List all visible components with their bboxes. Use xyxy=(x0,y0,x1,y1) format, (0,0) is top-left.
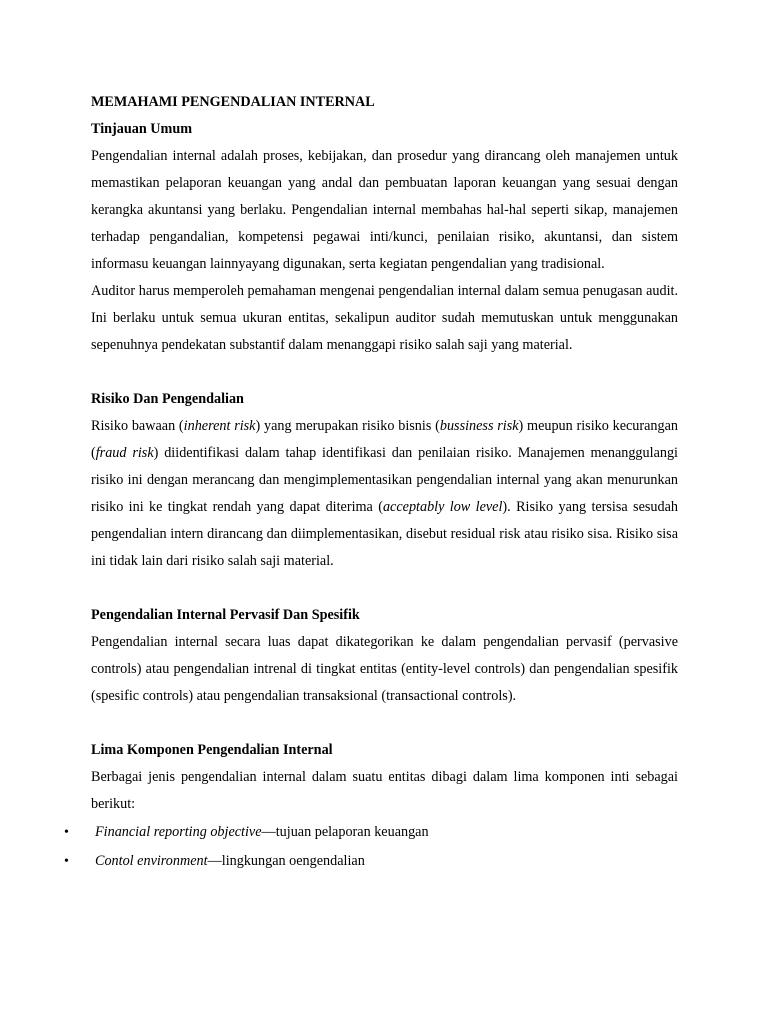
text-run: ). Risiko yang tersisa sesudah pengendalian intern dirancang dan diimplementasikan, disebut residual risk atau risiko sisa. Risiko sisa ini tidak lain dari risiko salah saji material. xyxy=(91,499,678,569)
text-run: Risiko bawaan ( xyxy=(91,418,184,434)
list-item-term: Contol environment xyxy=(95,853,208,869)
paragraph-overview-2: Auditor harus memperoleh pemahaman mengenai pengendalian internal dalam semua penugasan audit. Ini berlaku untuk semua ukuran entitas, sekalipun auditor sudah memutuskan untuk menggunakan sepenuhnya pendekatan substantif dalam menanggapi risiko salah saji yang material. xyxy=(91,283,678,353)
list-item-desc: —lingkungan oengendalian xyxy=(207,853,365,869)
text-run: ) yang merupakan risiko bisnis ( xyxy=(255,418,440,434)
spacer xyxy=(91,359,678,386)
text-run: ) meupun risiko kecurangan ( xyxy=(91,418,678,461)
section-heading-pervasive: Pengendalian Internal Pervasif Dan Spesifik xyxy=(91,607,360,623)
components-list xyxy=(64,818,678,876)
section-heading-risk: Risiko Dan Pengendalian xyxy=(91,391,244,407)
list-item-desc: —tujuan pelaporan keuangan xyxy=(261,824,429,840)
list-item xyxy=(64,847,678,876)
document-title: MEMAHAMI PENGENDALIAN INTERNAL xyxy=(91,94,375,110)
bullet-icon: • xyxy=(64,854,69,869)
bullet-icon: • xyxy=(64,825,69,840)
paragraph-components: Berbagai jenis pengendalian internal dalam suatu entitas dibagi dalam lima komponen inti sebagai berikut: xyxy=(91,769,678,812)
paragraph-overview-1: Pengendalian internal adalah proses, kebijakan, dan prosedur yang dirancang oleh manajemen untuk memastikan pelaporan keuangan yang andal dan pembuatan laporan keuangan yang sesuai dengan kerangka akuntansi yang berlaku. Pengendalian internal membahas hal-hal seperti sikap, manajemen terhadap pengandalian, kompetensi pegawai inti/kunci, penilaian risiko, akuntansi, dan sistem informasu keuangan lainnyayang digunakan, serta kegiatan pengendalian yang tradisional. xyxy=(91,148,678,272)
term-inherent-risk: inherent risk xyxy=(183,418,256,434)
list-item xyxy=(64,818,678,847)
term-acceptably-low-level: acceptably low level xyxy=(382,499,503,515)
section-heading-overview: Tinjauan Umum xyxy=(91,121,193,137)
list-item-term: Financial reporting objective xyxy=(95,824,262,840)
document-body xyxy=(64,89,678,876)
term-business-risk: bussiness risk xyxy=(439,418,519,434)
text-run: ) diidentifikasi dalam tahap identifikasi dan penilaian risiko. Manajemen menanggulangi risiko ini dengan merancang dan mengimplementasikan pengendalian internal yang akan menurunkan risiko ini ke tingkat rendah yang dapat diterima ( xyxy=(91,445,678,515)
section-heading-components: Lima Komponen Pengendalian Internal xyxy=(91,742,333,758)
paragraph-risk xyxy=(91,413,678,575)
paragraph-pervasive: Pengendalian internal secara luas dapat dikategorikan ke dalam pengendalian pervasif (pervasive controls) atau pengendalian intrenal di tingkat entitas (entity-level controls) dan pengendalian spesifik (spesific controls) atau pengendalian transaksional (transactional controls). xyxy=(91,634,678,704)
spacer xyxy=(91,710,678,737)
term-fraud-risk: fraud risk xyxy=(95,445,154,461)
spacer xyxy=(91,575,678,602)
